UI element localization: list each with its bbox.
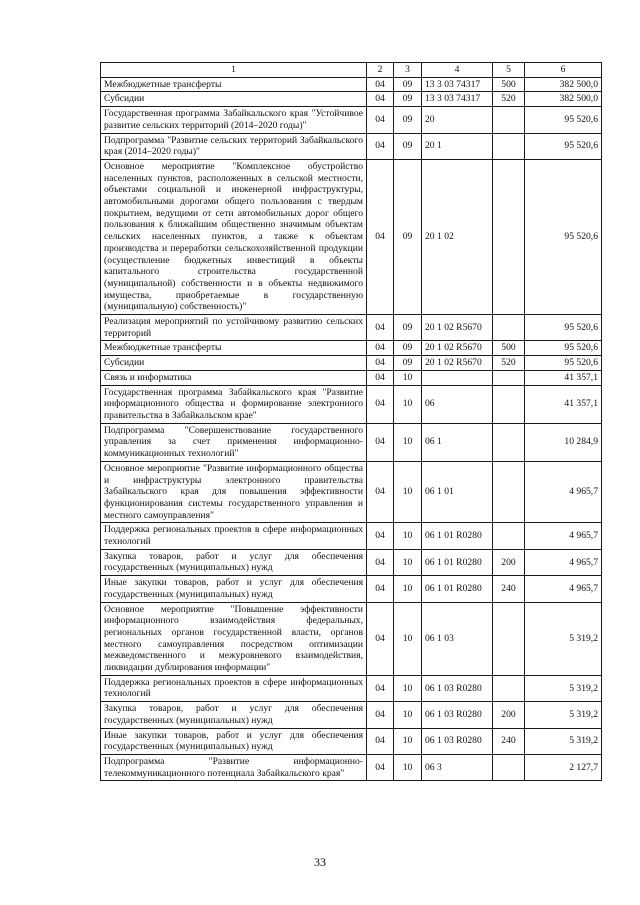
row-name-cell: Подпрограмма "Развитие информационно-телекоммуникационного потенциала Забайкальского края" [101,754,367,780]
subsection-code-cell: 10 [394,754,422,780]
subsection-code-cell: 10 [394,675,422,701]
subsection-code-cell: 10 [394,602,422,675]
section-code-cell: 04 [367,675,394,701]
expense-type-cell [493,754,525,780]
table-row [101,423,602,461]
subsection-code-cell: 09 [394,92,422,107]
target-article-cell: 06 1 01 R0280 [422,523,493,549]
row-name-cell: Субсидии [101,356,367,371]
subsection-code-cell: 09 [394,107,422,133]
header-col-5: 5 [493,63,525,78]
section-code-cell: 04 [367,356,394,371]
table-row [101,549,602,575]
section-code-cell: 04 [367,523,394,549]
amount-cell: 95 520,6 [525,356,602,371]
table-row [101,385,602,423]
section-code-cell: 04 [367,133,394,159]
amount-cell: 4 965,7 [525,549,602,575]
amount-cell: 10 284,9 [525,423,602,461]
expense-type-cell: 240 [493,576,525,602]
target-article-cell: 06 1 03 R0280 [422,675,493,701]
expense-type-cell [493,602,525,675]
table-header [101,63,602,78]
expense-type-cell: 200 [493,549,525,575]
table-row [101,754,602,780]
amount-cell: 95 520,6 [525,133,602,159]
amount-cell: 5 319,2 [525,702,602,728]
section-code-cell: 04 [367,702,394,728]
expense-type-cell [493,675,525,701]
subsection-code-cell: 10 [394,423,422,461]
target-article-cell: 06 1 03 [422,602,493,675]
expense-type-cell: 500 [493,77,525,92]
target-article-cell: 06 1 03 R0280 [422,728,493,754]
table-row [101,159,602,314]
target-article-cell: 06 1 [422,423,493,461]
table-row [101,370,602,385]
row-name-cell: Государственная программа Забайкальского края "Развитие информационного общества и формирование электронного правительства в Забайкальском крае" [101,385,367,423]
table-row [101,675,602,701]
table-row [101,341,602,356]
subsection-code-cell: 10 [394,385,422,423]
subsection-code-cell: 10 [394,702,422,728]
amount-cell: 5 319,2 [525,602,602,675]
table-row [101,728,602,754]
table-row [101,77,602,92]
row-name-cell: Подпрограмма "Развитие сельских территорий Забайкальского края (2014–2020 годы)" [101,133,367,159]
section-code-cell: 04 [367,461,394,523]
amount-cell: 95 520,6 [525,107,602,133]
expense-type-cell: 200 [493,702,525,728]
section-code-cell: 04 [367,159,394,314]
table-row [101,92,602,107]
row-name-cell: Реализация мероприятий по устойчивому развитию сельских территорий [101,315,367,341]
expense-type-cell: 500 [493,341,525,356]
section-code-cell: 04 [367,77,394,92]
expense-type-cell: 240 [493,728,525,754]
subsection-code-cell: 09 [394,341,422,356]
row-name-cell: Основное мероприятие "Развитие информационного общества и инфраструктуры электронного правительства Забайкальского края для повышения эффективности функционирования системы государственного управления и местного самоуправления" [101,461,367,523]
target-article-cell: 06 1 01 [422,461,493,523]
row-name-cell: Основное мероприятие "Комплексное обустройство населенных пунктов, расположенных в сельской местности, объектами социальной и инженерной инфраструктуры, автомобильными дорогами общего пользования с твердым покрытием, ведущими от сети автомобильных дорог общего пользования к ближайшим общественно значимым объектам сельских населенных пунктов, а также к объектам производства и переработки сельскохозяйственной продукции (осуществление бюджетных инвестиций в объекты капитального строительства государственной (муниципальной) собственности и в объекты недвижимого имущества, приобретаемые в государственную (муниципальную) собственность)" [101,159,367,314]
row-name-cell: Связь и информатика [101,370,367,385]
row-name-cell: Государственная программа Забайкальского края "Устойчивое развитие сельских территорий (2014–2020 годы)" [101,107,367,133]
header-col-1: 1 [101,63,367,78]
table-body [101,77,602,781]
header-col-2: 2 [367,63,394,78]
target-article-cell: 06 1 01 R0280 [422,549,493,575]
expense-type-cell: 520 [493,356,525,371]
expense-type-cell [493,370,525,385]
section-code-cell: 04 [367,576,394,602]
page-number: 33 [314,855,326,869]
row-name-cell: Поддержка региональных проектов в сфере информационных технологий [101,523,367,549]
row-name-cell: Подпрограмма "Совершенствование государственного управления за счет применения информационно-коммуникационных технологий" [101,423,367,461]
row-name-cell: Иные закупки товаров, работ и услуг для обеспечения государственных (муниципальных) нужд [101,576,367,602]
amount-cell: 95 520,6 [525,341,602,356]
expense-type-cell [493,523,525,549]
table-row [101,461,602,523]
amount-cell: 382 500,0 [525,92,602,107]
section-code-cell: 04 [367,728,394,754]
budget-table [100,62,602,781]
amount-cell: 95 520,6 [525,315,602,341]
row-name-cell: Межбюджетные трансферты [101,341,367,356]
header-col-4: 4 [422,63,493,78]
amount-cell: 4 965,7 [525,461,602,523]
row-name-cell: Межбюджетные трансферты [101,77,367,92]
target-article-cell: 06 [422,385,493,423]
table-row [101,133,602,159]
row-name-cell: Основное мероприятие "Повышение эффективности информационного взаимодействия федеральных, региональных органов государственной власти, органов местного самоуправления посредством оптимизации межведомственного и межуровневого взаимодействия, ликвидации дублирования информации" [101,602,367,675]
subsection-code-cell: 10 [394,576,422,602]
subsection-code-cell: 09 [394,315,422,341]
section-code-cell: 04 [367,92,394,107]
subsection-code-cell: 10 [394,370,422,385]
target-article-cell: 20 1 02 [422,159,493,314]
row-name-cell: Поддержка региональных проектов в сфере информационных технологий [101,675,367,701]
target-article-cell: 20 1 02 R5670 [422,356,493,371]
amount-cell: 4 965,7 [525,576,602,602]
table-row [101,107,602,133]
subsection-code-cell: 09 [394,133,422,159]
row-name-cell: Субсидии [101,92,367,107]
amount-cell: 2 127,7 [525,754,602,780]
header-row [101,63,602,78]
table-row [101,702,602,728]
header-col-6: 6 [525,63,602,78]
table-row [101,315,602,341]
target-article-cell: 20 [422,107,493,133]
subsection-code-cell: 10 [394,728,422,754]
amount-cell: 382 500,0 [525,77,602,92]
subsection-code-cell: 09 [394,356,422,371]
row-name-cell: Закупка товаров, работ и услуг для обеспечения государственных (муниципальных) нужд [101,549,367,575]
row-name-cell: Иные закупки товаров, работ и услуг для обеспечения государственных (муниципальных) нужд [101,728,367,754]
target-article-cell: 13 3 03 74317 [422,77,493,92]
expense-type-cell [493,107,525,133]
table-row [101,356,602,371]
section-code-cell: 04 [367,385,394,423]
section-code-cell: 04 [367,341,394,356]
expense-type-cell [493,133,525,159]
amount-cell: 41 357,1 [525,385,602,423]
section-code-cell: 04 [367,423,394,461]
expense-type-cell [493,461,525,523]
target-article-cell: 06 3 [422,754,493,780]
section-code-cell: 04 [367,107,394,133]
amount-cell: 4 965,7 [525,523,602,549]
target-article-cell [422,370,493,385]
expense-type-cell [493,315,525,341]
section-code-cell: 04 [367,602,394,675]
target-article-cell: 20 1 [422,133,493,159]
table-row [101,576,602,602]
expense-type-cell [493,385,525,423]
expense-type-cell [493,423,525,461]
section-code-cell: 04 [367,370,394,385]
amount-cell: 95 520,6 [525,159,602,314]
target-article-cell: 20 1 02 R5670 [422,341,493,356]
amount-cell: 41 357,1 [525,370,602,385]
target-article-cell: 06 1 01 R0280 [422,576,493,602]
header-col-3: 3 [394,63,422,78]
section-code-cell: 04 [367,754,394,780]
subsection-code-cell: 10 [394,549,422,575]
expense-type-cell [493,159,525,314]
section-code-cell: 04 [367,315,394,341]
amount-cell: 5 319,2 [525,728,602,754]
amount-cell: 5 319,2 [525,675,602,701]
subsection-code-cell: 09 [394,159,422,314]
table-row [101,523,602,549]
expense-type-cell: 520 [493,92,525,107]
subsection-code-cell: 10 [394,461,422,523]
subsection-code-cell: 10 [394,523,422,549]
target-article-cell: 13 3 03 74317 [422,92,493,107]
section-code-cell: 04 [367,549,394,575]
target-article-cell: 06 1 03 R0280 [422,702,493,728]
subsection-code-cell: 09 [394,77,422,92]
target-article-cell: 20 1 02 R5670 [422,315,493,341]
row-name-cell: Закупка товаров, работ и услуг для обеспечения государственных (муниципальных) нужд [101,702,367,728]
table-row [101,602,602,675]
